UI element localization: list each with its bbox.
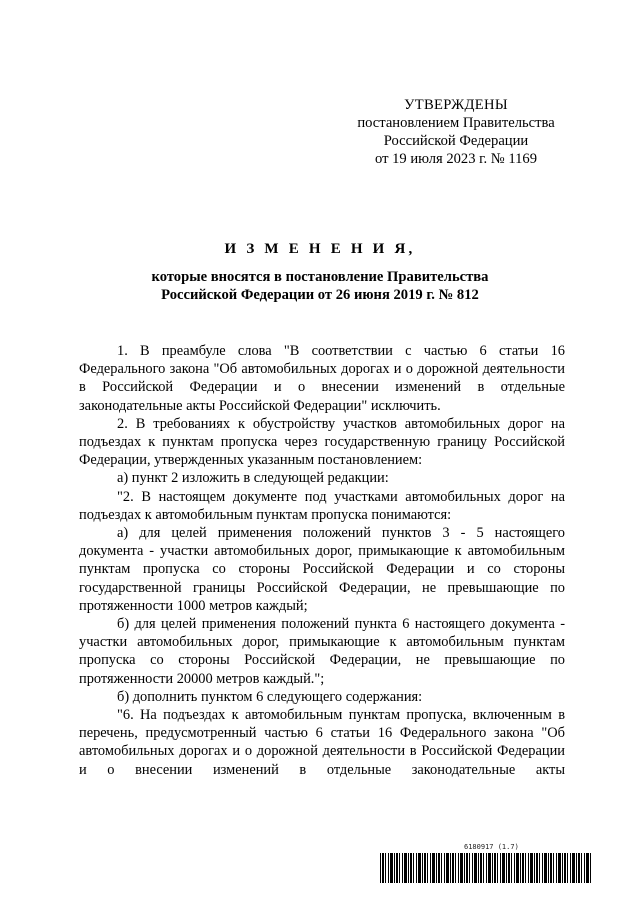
approval-line-3: от 19 июля 2023 г. № 1169 [374, 151, 538, 167]
paragraph: б) для целей применения положений пункта 6 настоящего документа - участки автомобильных дорог, примыкающие к автомобильным пунктам пропуска со стороны Российской Федерации, не превышающие по протяженности 20000 метров каждый."; [79, 616, 565, 687]
paragraph: "6. На подъездах к автомобильным пунктам пропуска, включенным в перечень, предусмотренный частью 6 статьи 16 Федерального закона "Об автомобильных дорогах и о дорожной деятельности в Российской Федерации и о внесении изменений в отдельные законодательные акты [79, 707, 565, 778]
subtitle-line-2: Российской Федерации от 26 июня 2019 г. № 812 [161, 287, 479, 303]
paragraph: а) для целей применения положений пунктов 3 - 5 настоящего документа - участки автомобильных дорог, примыкающие к автомобильным пунктам пропуска со стороны Российской Федерации и со стороны государственной границы Российской Федерации, не превышающие по протяженности 1000 метров каждый; [79, 525, 565, 614]
subtitle-line-1: которые вносятся в постановление Правительства [151, 269, 489, 285]
barcode-bars [380, 853, 592, 883]
document-title: И З М Е Н Е Н И Я, [224, 241, 416, 257]
paragraph: 2. В требованиях к обустройству участков автомобильных дорог на подъездах к пунктам пропуска через государственную границу Российской Федерации, утвержденных указанным постановлением: [79, 415, 565, 469]
document-barcode [380, 843, 592, 885]
approval-line-2: Российской Федерации [383, 133, 529, 149]
barcode-code: 6180917 (1.7) [464, 843, 519, 851]
paragraph: а) пункт 2 изложить в следующей редакции: [117, 470, 389, 487]
document-subtitle [60, 268, 580, 304]
document-body [79, 342, 565, 779]
paragraph: б) дополнить пунктом 6 следующего содержания: [117, 688, 423, 705]
paragraph: "2. В настоящем документе под участками автомобильных дорог на подъездах к автомобильным пунктам пропуска понимаются: [79, 488, 565, 523]
approval-heading: УТВЕРЖДЕНЫ [404, 97, 508, 113]
approval-line-1: постановлением Правительства [357, 115, 555, 131]
paragraph: 1. В преамбуле слова "В соответствии с частью 6 статьи 16 Федерального закона "Об автомобильных дорогах и о дорожной деятельности в Российской Федерации и о внесении изменений в отдельные законодательные акты Российской Федерации" исключить. [79, 343, 565, 414]
approval-stamp [340, 96, 572, 168]
